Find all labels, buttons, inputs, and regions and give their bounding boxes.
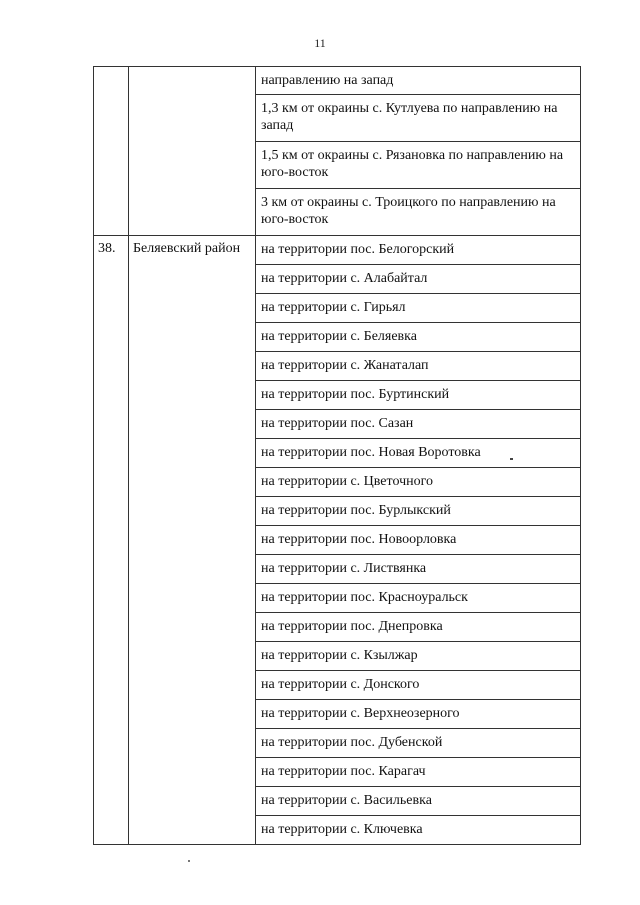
district-name: Беляевский район bbox=[133, 241, 241, 256]
scan-speck bbox=[188, 860, 190, 862]
location-text: направлению на запад bbox=[261, 73, 394, 88]
location-text: на территории с. Ключевка bbox=[261, 822, 423, 837]
location-cell bbox=[256, 816, 581, 845]
location-cell bbox=[256, 95, 581, 142]
location-cell bbox=[256, 381, 581, 410]
location-text: на территории пос. Белогорский bbox=[261, 242, 455, 257]
location-text: на территории пос. Бурлыкский bbox=[261, 503, 451, 518]
location-cell bbox=[256, 497, 581, 526]
section-number-cell bbox=[94, 236, 129, 845]
table-row bbox=[94, 67, 581, 95]
scan-speck bbox=[510, 458, 513, 460]
location-text: на территории пос. Сазан bbox=[261, 416, 414, 431]
locations-table bbox=[93, 66, 581, 845]
location-text: на территории пос. Дубенской bbox=[261, 735, 443, 750]
location-cell bbox=[256, 613, 581, 642]
location-text: на территории с. Верхнеозерного bbox=[261, 706, 460, 721]
location-cell bbox=[256, 67, 581, 95]
location-cell bbox=[256, 700, 581, 729]
location-text: на территории пос. Днепровка bbox=[261, 619, 443, 634]
location-text: на территории с. Донского bbox=[261, 677, 420, 692]
location-cell bbox=[256, 642, 581, 671]
location-cell bbox=[256, 671, 581, 700]
location-cell bbox=[256, 352, 581, 381]
location-cell bbox=[256, 265, 581, 294]
location-cell bbox=[256, 468, 581, 497]
number-cell-empty bbox=[94, 67, 129, 236]
location-text: на территории с. Листвянка bbox=[261, 561, 427, 576]
locations-table-body bbox=[94, 67, 581, 845]
location-cell bbox=[256, 142, 581, 189]
location-text: на территории с. Гирьял bbox=[261, 300, 406, 315]
location-text: на территории с. Жанаталап bbox=[261, 358, 429, 373]
location-cell bbox=[256, 526, 581, 555]
location-text: 1,5 км от окраины с. Рязановка по направлению на юго-восток bbox=[261, 148, 564, 180]
location-text: на территории с. Беляевка bbox=[261, 329, 417, 344]
location-cell bbox=[256, 189, 581, 236]
location-text: на территории пос. Карагач bbox=[261, 764, 426, 779]
district-cell-empty bbox=[129, 67, 256, 236]
location-cell bbox=[256, 555, 581, 584]
location-cell bbox=[256, 439, 581, 468]
location-text: на территории с. Васильевка bbox=[261, 793, 432, 808]
location-text: на территории с. Цветочного bbox=[261, 474, 434, 489]
location-text: на территории с. Алабайтал bbox=[261, 271, 428, 286]
location-text: на территории с. Кзылжар bbox=[261, 648, 418, 663]
location-text: на территории пос. Красноуральск bbox=[261, 590, 468, 605]
district-cell bbox=[129, 236, 256, 845]
page-number: 11 bbox=[314, 36, 326, 50]
location-cell bbox=[256, 410, 581, 439]
table-row bbox=[94, 236, 581, 265]
location-cell bbox=[256, 236, 581, 265]
location-cell bbox=[256, 758, 581, 787]
location-cell bbox=[256, 584, 581, 613]
location-text: 1,3 км от окраины с. Кутлуева по направлению на запад bbox=[261, 101, 558, 133]
location-cell bbox=[256, 294, 581, 323]
location-text: на территории пос. Новая Воротовка bbox=[261, 445, 481, 460]
location-text: на территории пос. Новоорловка bbox=[261, 532, 457, 547]
location-cell bbox=[256, 787, 581, 816]
section-number: 38. bbox=[98, 241, 116, 256]
location-text: 3 км от окраины с. Троицкого по направлению на юго-восток bbox=[261, 195, 556, 227]
location-cell bbox=[256, 729, 581, 758]
location-text: на территории пос. Буртинский bbox=[261, 387, 450, 402]
location-cell bbox=[256, 323, 581, 352]
